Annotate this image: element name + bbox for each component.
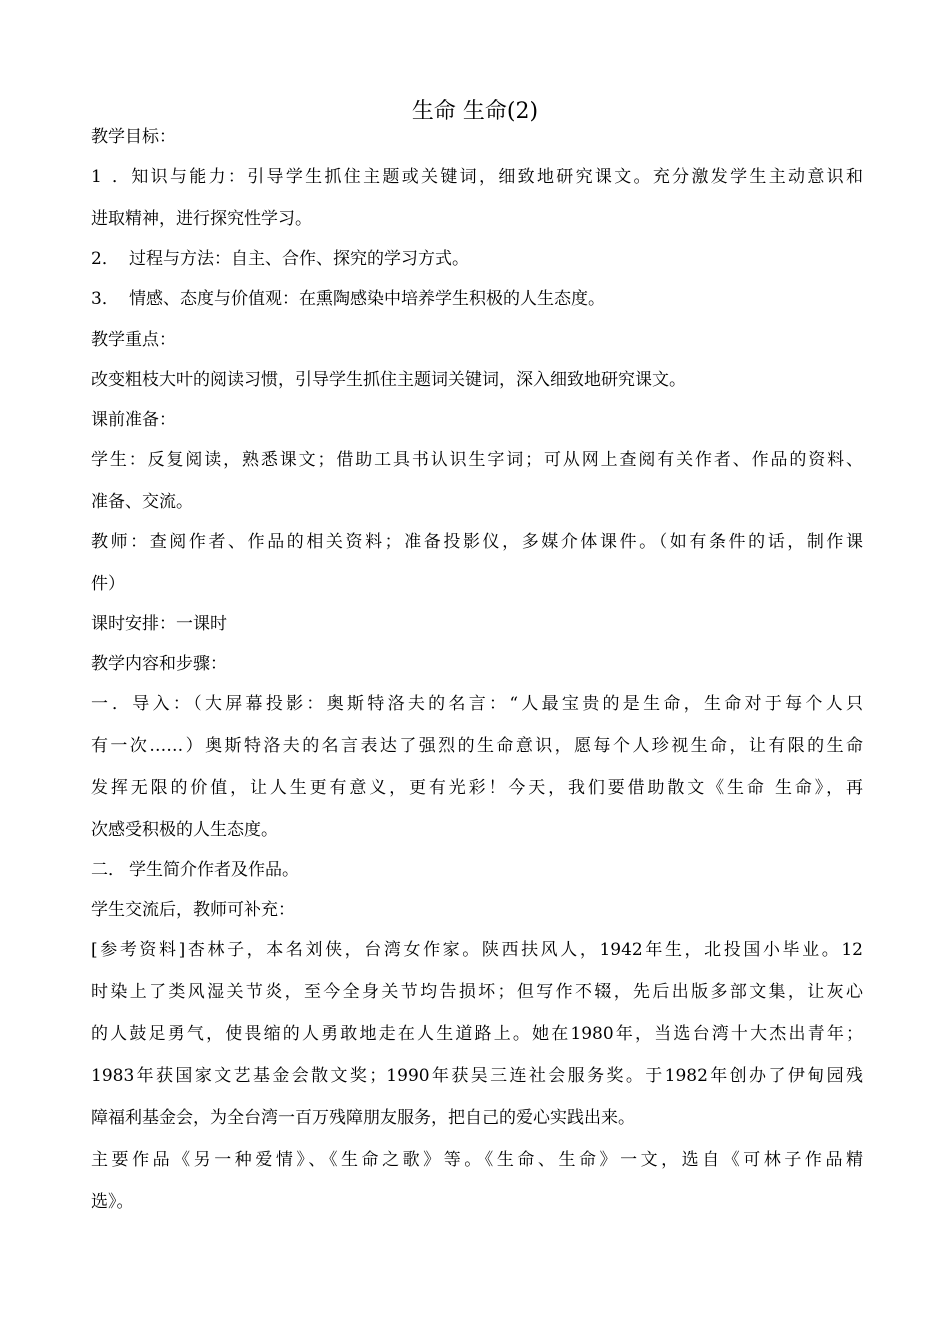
line-text: 选》。 <box>91 1192 134 1212</box>
line-text: 改变粗枝大叶的阅读习惯，引导学生抓住主题词关键词，深入细致地研究课文。 <box>91 370 686 390</box>
line-text: 课前准备： <box>91 410 176 430</box>
document-line <box>91 327 863 353</box>
line-text: 学生：反复阅读，熟悉课文；借助工具书认识生字词；可从网上查阅有关作者、作品的资料、 <box>91 450 863 470</box>
document-line <box>91 1147 863 1173</box>
document-line <box>91 1063 863 1089</box>
document-line <box>91 857 863 883</box>
list-number: 2． <box>91 249 119 269</box>
line-text: 次感受积极的人生态度。 <box>91 820 278 840</box>
document-line <box>91 124 863 150</box>
document-line <box>91 286 863 312</box>
document-line <box>91 367 863 393</box>
document-line <box>91 246 863 272</box>
line-text: 准备、交流。 <box>91 492 193 512</box>
list-number: 二． <box>91 860 125 880</box>
document-line <box>91 897 863 923</box>
document-line <box>91 206 863 232</box>
line-text: 时染上了类风湿关节炎，至今全身关节均告损坏；但写作不辍，先后出版多部文集，让灰心 <box>91 982 863 1002</box>
line-text: 教学重点： <box>91 330 176 350</box>
line-text: 有一次……）奥斯特洛夫的名言表达了强烈的生命意识，愿每个人珍视生命，让有限的生命 <box>91 736 863 756</box>
document-line <box>91 571 863 597</box>
document-line <box>91 979 863 1005</box>
line-text: 教学内容和步骤： <box>91 654 227 674</box>
line-text: 学生简介作者及作品。 <box>129 860 299 880</box>
document-title: 生命 生命(2) <box>411 99 539 124</box>
line-text: 发挥无限的价值，让人生更有意义，更有光彩！今天，我们要借助散文《生命 生命》，再 <box>91 778 863 798</box>
line-text: 的人鼓足勇气，使畏缩的人勇敢地走在人生道路上。她在1980年，当选台湾十大杰出青年； <box>91 1024 863 1044</box>
document-line <box>91 611 863 637</box>
list-number: 3． <box>91 289 119 309</box>
document-line <box>91 489 863 515</box>
line-text: 学生交流后，教师可补充： <box>91 900 295 920</box>
document-line <box>91 164 863 190</box>
document-line <box>91 651 863 677</box>
list-number: 一． <box>91 694 129 714</box>
document-line <box>91 1189 863 1215</box>
line-text: 进取精神，进行探究性学习。 <box>91 209 312 229</box>
document-line <box>91 407 863 433</box>
document-line <box>91 529 863 555</box>
list-number: 1． <box>91 167 129 187</box>
document-line <box>91 1105 863 1131</box>
line-text: 教学目标： <box>91 127 176 147</box>
line-text: 导入：（大屏幕投影：奥斯特洛夫的名言：“人最宝贵的是生命，生命对于每个人只 <box>129 694 863 714</box>
line-text: 课时安排：一课时 <box>91 614 227 634</box>
line-text: 过程与方法：自主、合作、探究的学习方式。 <box>129 249 469 269</box>
line-text: 情感、态度与价值观：在熏陶感染中培养学生积极的人生态度。 <box>129 289 605 309</box>
document-line <box>91 447 863 473</box>
document-line <box>91 817 863 843</box>
document-line <box>91 733 863 759</box>
document-line <box>91 1021 863 1047</box>
line-text: 教师：查阅作者、作品的相关资料；准备投影仪，多媒介体课件。（如有条件的话，制作课 <box>91 532 863 552</box>
line-text: 件） <box>91 574 125 594</box>
document-line <box>91 937 863 963</box>
line-text: 知识与能力：引导学生抓住主题或关键词，细致地研究课文。充分激发学生主动意识和 <box>129 167 863 187</box>
line-text: [参考资料]杏林子，本名刘侠，台湾女作家。陕西扶风人，1942年生，北投国小毕业。12 <box>91 940 863 960</box>
line-text: 障福利基金会，为全台湾一百万残障朋友服务，把自己的爱心实践出来。 <box>91 1108 635 1128</box>
document-line <box>91 691 863 717</box>
document-line <box>91 775 863 801</box>
line-text: 1983年获国家文艺基金会散文奖；1990年获吴三连社会服务奖。于1982年创办了伊甸园残 <box>91 1066 863 1086</box>
line-text: 主要作品《另一种爱情》、《生命之歌》等。《生命、生命》一文，选自《可林子作品精 <box>91 1150 863 1170</box>
